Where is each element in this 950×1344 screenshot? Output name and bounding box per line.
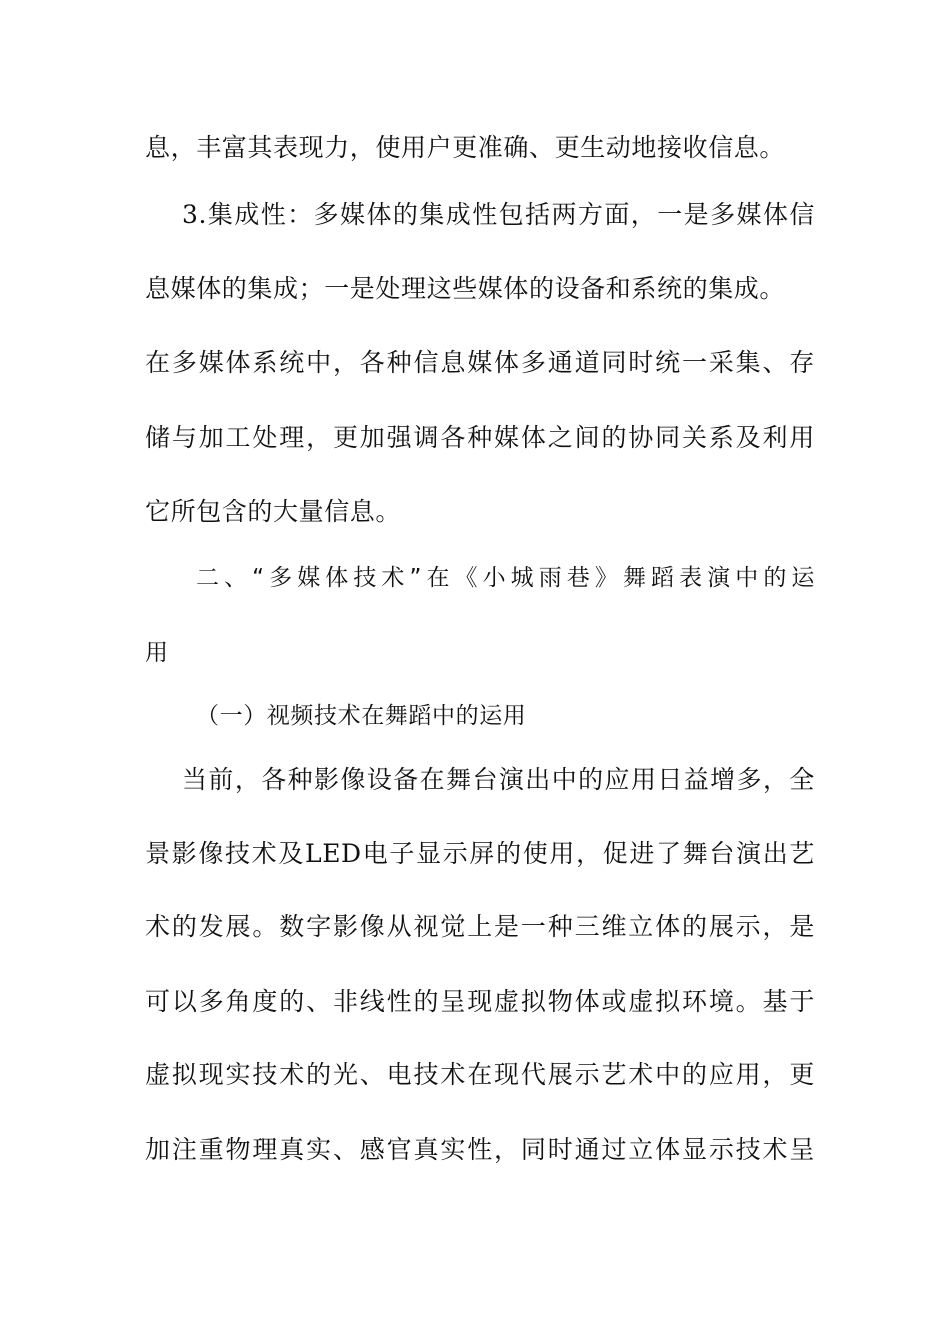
body-text-line: 在多媒体系统中，各种信息媒体多通道同时统一采集、存 — [145, 348, 815, 377]
subsection-heading: （一）视频技术在舞蹈中的运用 — [196, 703, 527, 729]
body-text-line: 3.集成性：多媒体的集成性包括两方面，一是多媒体信 — [182, 200, 815, 229]
body-text-line: 它所包含的大量信息。 — [145, 497, 402, 526]
section-heading: 二、“多媒体技术”在《小城雨巷》舞蹈表演中的运 — [196, 565, 815, 591]
body-text-line: 息，丰富其表现力，使用户更准确、更生动地接收信息。 — [145, 133, 786, 162]
section-heading-continued: 用 — [145, 640, 169, 666]
body-text-line: 储与加工处理，更加强调各种媒体之间的协同关系及利用 — [145, 423, 815, 452]
body-text-line: 可以多角度的、非线性的呈现虚拟物体或虚拟环境。基于 — [145, 987, 815, 1016]
body-text-line: 术的发展。数字影像从视觉上是一种三维立体的展示，是 — [145, 912, 815, 941]
body-text-line: 加注重物理真实、感官真实性，同时通过立体显示技术呈 — [145, 1135, 815, 1164]
body-text-line: 虚拟现实技术的光、电技术在现代展示艺术中的应用，更 — [145, 1060, 815, 1089]
body-text-line: 景影像技术及LED电子显示屏的使用，促进了舞台演出艺 — [145, 839, 815, 868]
body-text-line: 息媒体的集成；一是处理这些媒体的设备和系统的集成。 — [145, 274, 786, 303]
body-text-line: 当前，各种影像设备在舞台演出中的应用日益增多，全 — [182, 765, 815, 794]
